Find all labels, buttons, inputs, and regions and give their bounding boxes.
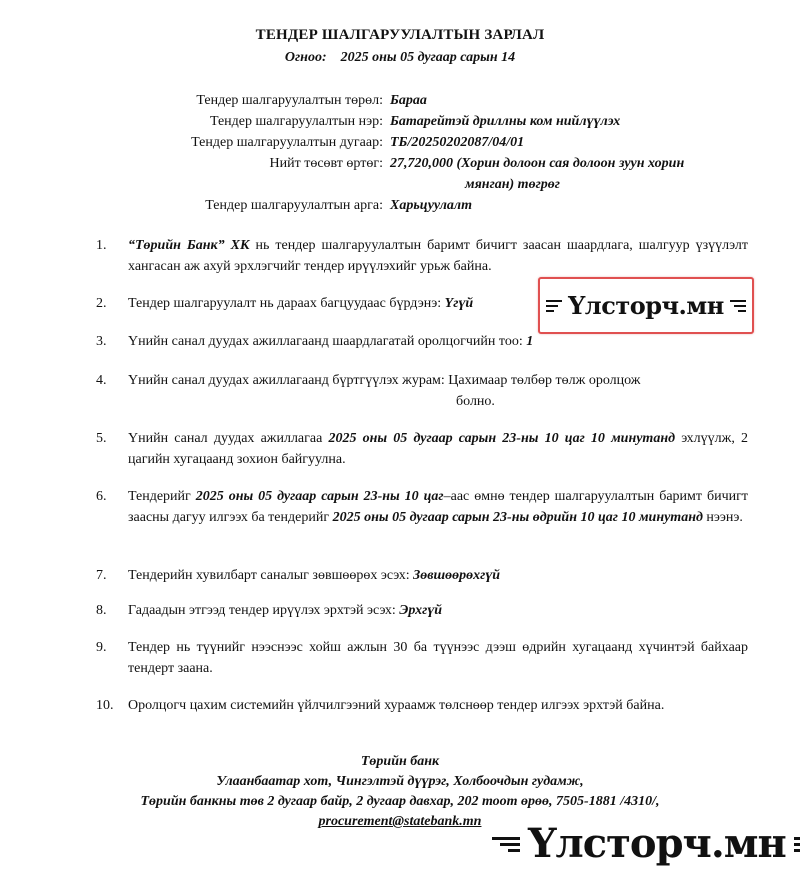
info-type-value: Бараа — [390, 93, 427, 108]
item-number: 3. — [96, 334, 107, 349]
list-item-1 — [96, 235, 748, 277]
list-item-8 — [96, 600, 748, 621]
item-text: Үнийн санал дуудах ажиллагаанд бүртгүүлэх журам: Цахимаар төлбөр төлж оролцож — [128, 373, 641, 388]
item-number: 2. — [96, 296, 107, 311]
watermark-stamp — [538, 277, 754, 334]
item-text: Гадаадын этгээд тендер ирүүлэх эрхтэй эсэх: — [128, 603, 400, 618]
item-text: Үнийн санал дуудах ажиллагаанд шаардлагатай оролцогчийн тоо: — [128, 334, 527, 349]
list-item-4 — [96, 370, 748, 412]
info-budget-value — [390, 153, 740, 195]
info-number-value: ТБ/20250202087/04/01 — [390, 135, 525, 150]
item-opening-time: 2025 оны 05 дугаар сарын 23-ны өдрийн 10 цаг 10 минутанд — [332, 510, 703, 525]
item-text: Оролцогч цахим системийн үйлчилгээний хураамж төлснөөр тендер илгээх эрхтэй байна. — [128, 698, 665, 713]
list-item-10 — [96, 695, 748, 716]
info-number-row — [0, 134, 800, 154]
info-name-value: Батарейтэй дриллны ком нийлүүлэх — [390, 114, 621, 129]
watermark-logo — [492, 822, 800, 866]
item-number: 7. — [96, 568, 107, 583]
info-number-label: Тендер шалгаруулалтын дугаар: — [191, 135, 383, 150]
item-text-cont: болно. — [456, 394, 495, 409]
item-start-time: 2025 оны 05 дугаар сарын 23-ны 10 цаг 10 минутанд — [328, 431, 676, 446]
item-number: 5. — [96, 431, 107, 446]
list-item-7 — [96, 565, 748, 586]
item-value: 1 — [526, 334, 534, 349]
item-text: Тендерийг — [128, 489, 196, 504]
info-name-row — [0, 113, 800, 133]
item-number: 10. — [96, 698, 114, 713]
stamp-right-wing-icon — [730, 300, 746, 312]
bank-name: “Төрийн Банк” ХК — [128, 238, 250, 253]
budget-line-1: 27,720,000 (Хорин долоон сая долоон зуун хорин — [390, 156, 685, 171]
info-method-value: Харьцуулалт — [390, 198, 473, 213]
footer-org: Төрийн банк — [360, 754, 440, 769]
item-number: 8. — [96, 603, 107, 618]
info-type-row — [0, 92, 800, 112]
item-value: Үгүй — [444, 296, 474, 311]
list-item-9 — [96, 637, 748, 679]
item-text: Тендер нь түүнийг нээснээс хойш ажлын 30 ба түүнээс дээш өдрийн хугацаанд хүчинтэй байхаар тендерт заана. — [128, 640, 748, 676]
info-budget-label: Нийт төсөвт өртөг: — [269, 156, 383, 171]
item-number: 4. — [96, 373, 107, 388]
item-text-cont: –аас өмнө тендер шалгаруулалтын баримт бичигт заасны дагуу илгээх ба тендерийг — [128, 489, 748, 525]
stamp-left-wing-icon — [546, 300, 562, 312]
item-deadline: 2025 оны 05 дугаар сарын 23-ны 10 цаг — [195, 489, 444, 504]
footer-address-2: Төрийн банкны төв 2 дугаар байр, 2 дугаар давхар, 202 тоот өрөө, 7505-1881 /4310/, — [140, 794, 660, 809]
item-text: нь тендер шалгаруулалтын баримт бичигт заасан шаардлага, шалгуур үзүүлэлт хангасан аж ахуй эрхлэгчийг тендер ирүүлэхийг урьж байна. — [128, 238, 749, 274]
info-method-label: Тендер шалгаруулалтын арга: — [205, 198, 383, 213]
item-text: Тендерийн хувилбарт саналыг зөвшөөрөх эсэх: — [128, 568, 414, 583]
footer-address-1: Улаанбаатар хот, Чингэлтэй дүүрэг, Холбоочдын гудамж, — [216, 774, 584, 789]
footer-email-link[interactable]: procurement@statebank.mn — [318, 814, 482, 829]
notice-date — [0, 50, 800, 66]
item-text-end: нээнэ. — [702, 510, 743, 525]
stamp-text: Үлсторч.мн — [568, 291, 724, 320]
item-number: 1. — [96, 238, 107, 253]
logo-right-wing-icon — [794, 837, 800, 852]
item-text: Үнийн санал дуудах ажиллагаа — [128, 431, 329, 446]
notice-title: ТЕНДЕР ШАЛГАРУУЛАЛТЫН ЗАРЛАЛ — [255, 27, 545, 43]
item-number: 9. — [96, 640, 107, 655]
item-text-cont: эхлүүлж, 2 цагийн хугацаанд зохион байгуулна. — [128, 431, 748, 467]
item-value: Зөвшөөрөхгүй — [413, 568, 501, 583]
logo-left-wing-icon — [492, 837, 520, 852]
info-name-label: Тендер шалгаруулалтын нэр: — [209, 114, 383, 129]
budget-line-2: мянган) төгрөг — [465, 177, 560, 192]
info-type-label: Тендер шалгаруулалтын төрөл: — [196, 93, 383, 108]
list-item-5 — [96, 428, 748, 470]
info-method-row — [0, 197, 800, 217]
list-item-6 — [96, 486, 748, 528]
list-item-3 — [96, 331, 748, 352]
item-number: 6. — [96, 489, 107, 504]
item-text: Тендер шалгаруулалт нь дараах багцуудаас бүрдэнэ: — [128, 296, 445, 311]
item-value: Эрхгүй — [399, 603, 443, 618]
date-label: Огноо: — [284, 50, 327, 65]
date-value: 2025 оны 05 дугаар сарын 14 — [340, 50, 516, 65]
logo-text: Үлсторч.мн — [528, 820, 786, 867]
